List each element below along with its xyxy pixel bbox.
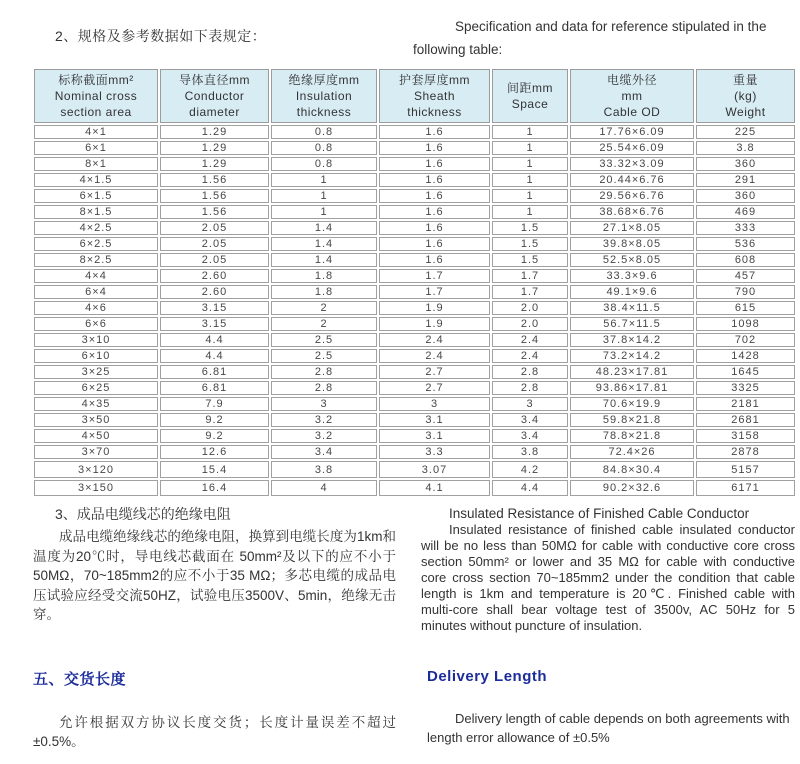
spec-table-row: [34, 253, 795, 267]
spec-table-cell: 1.4: [271, 221, 377, 235]
spec-table-cell: 1: [271, 205, 377, 219]
spec-table-cell: 93.86×17.81: [570, 381, 694, 395]
spec-table-row: [34, 301, 795, 315]
spec-table-cell: 9.2: [160, 413, 269, 427]
spec-column-header: 重量 (kg) Weight: [696, 69, 795, 123]
spec-table-cell: 1: [492, 141, 568, 155]
spec-table-cell: 1.29: [160, 141, 269, 155]
spec-table-cell: 1645: [696, 365, 795, 379]
spec-table-cell: 8×1: [34, 157, 158, 171]
spec-table-cell: 90.2×32.6: [570, 480, 694, 496]
spec-table-cell: 17.76×6.09: [570, 125, 694, 139]
spec-table-cell: 2.4: [492, 349, 568, 363]
spec-table-cell: 1.29: [160, 125, 269, 139]
section-3-en: [421, 506, 795, 634]
spec-table-cell: 1.8: [271, 285, 377, 299]
spec-table-cell: 4.2: [492, 461, 568, 478]
spec-table-cell: 6×1: [34, 141, 158, 155]
spec-table-row: [34, 221, 795, 235]
spec-table-cell: 4.1: [379, 480, 490, 496]
spec-table-cell: 29.56×6.76: [570, 189, 694, 203]
spec-table-cell: 27.1×8.05: [570, 221, 694, 235]
spec-table-cell: 72.4×26: [570, 445, 694, 459]
spec-table-cell: 1.8: [271, 269, 377, 283]
spec-table-cell: 7.9: [160, 397, 269, 411]
spec-table-cell: 3×25: [34, 365, 158, 379]
spec-table-row: [34, 429, 795, 443]
spec-table-cell: 457: [696, 269, 795, 283]
spec-table-cell: 2.5: [271, 349, 377, 363]
spec-table-cell: 3.15: [160, 317, 269, 331]
spec-table-cell: 1.5: [492, 253, 568, 267]
spec-table-cell: 3×10: [34, 333, 158, 347]
spec-table-row: [34, 413, 795, 427]
spec-table-cell: 1: [271, 189, 377, 203]
spec-table-header-row: [34, 69, 795, 123]
spec-table-cell: 0.8: [271, 125, 377, 139]
spec-table-cell: 2.7: [379, 365, 490, 379]
spec-table-cell: 3×50: [34, 413, 158, 427]
spec-table-cell: 1428: [696, 349, 795, 363]
spec-table-cell: 360: [696, 157, 795, 171]
section-5-heading-zh: 五、交货长度: [33, 671, 127, 688]
spec-table-cell: 2: [271, 317, 377, 331]
spec-table-cell: 2.5: [271, 333, 377, 347]
spec-table-body: [34, 125, 795, 496]
spec-table-cell: 6×6: [34, 317, 158, 331]
spec-table-cell: 4.4: [160, 349, 269, 363]
spec-table-row: [34, 365, 795, 379]
spec-table-cell: 6.81: [160, 365, 269, 379]
spec-table-cell: 1.6: [379, 125, 490, 139]
spec-table-cell: 4×6: [34, 301, 158, 315]
spec-table-row: [34, 189, 795, 203]
spec-table-cell: 1098: [696, 317, 795, 331]
spec-table-cell: 1: [492, 157, 568, 171]
spec-table-cell: 1.6: [379, 237, 490, 251]
spec-table-cell: 1.6: [379, 141, 490, 155]
spec-table-cell: 4×4: [34, 269, 158, 283]
spec-table-cell: 3.4: [271, 445, 377, 459]
spec-table-cell: 360: [696, 189, 795, 203]
spec-table-cell: 3.15: [160, 301, 269, 315]
section-5-body-en: Delivery length of cable depends on both agreements with length error allowance of ±0.5%: [427, 711, 790, 745]
section-3-body-en: Insulated resistance of finished cable insulated conductor will be no less than 50MΩ for cable with conductive core cross section 50mm² or lower and 35 MΩ for cable with conductive core cross section 70~185mm2 under the condition that cable length is 1km and temperature is 20℃. Finished cable with multi-core shall bear voltage test of 3500v, AC 50Hz for 5 minutes without puncture of insulation.: [421, 522, 795, 633]
spec-table-row: [34, 205, 795, 219]
spec-table-cell: 2.60: [160, 285, 269, 299]
spec-table-cell: 2681: [696, 413, 795, 427]
spec-table-cell: 1: [492, 205, 568, 219]
spec-table-cell: 3.1: [379, 413, 490, 427]
spec-table-cell: 3: [379, 397, 490, 411]
spec-table-cell: 4.4: [492, 480, 568, 496]
spec-table-cell: 0.8: [271, 141, 377, 155]
section-5-body-zh: 允许根据双方协议长度交货；长度计量误差不超过±0.5%。: [33, 715, 396, 749]
spec-table-cell: 38.68×6.76: [570, 205, 694, 219]
spec-table-cell: 15.4: [160, 461, 269, 478]
spec-table-cell: 3×150: [34, 480, 158, 496]
spec-table-cell: 1.7: [492, 285, 568, 299]
spec-table-cell: 1.6: [379, 205, 490, 219]
spec-table-row: [34, 480, 795, 496]
spec-table-row: [34, 397, 795, 411]
section-3-title-zh: 3、成品电缆线芯的绝缘电阻: [55, 506, 231, 522]
spec-column-header: 导体直径mm Conductor diameter: [160, 69, 269, 123]
spec-table-row: [34, 141, 795, 155]
section-2-intro-zh: 2、规格及参考数据如下表规定：: [55, 28, 267, 44]
spec-table-cell: 2.8: [271, 381, 377, 395]
spec-column-header: 间距mm Space: [492, 69, 568, 123]
spec-table-cell: 6×4: [34, 285, 158, 299]
spec-table-cell: 225: [696, 125, 795, 139]
spec-table-row: [34, 173, 795, 187]
spec-table-cell: 2.8: [492, 365, 568, 379]
spec-table-cell: 4: [271, 480, 377, 496]
spec-table-cell: 2.4: [379, 349, 490, 363]
spec-table-cell: 3.8: [271, 461, 377, 478]
spec-table-row: [34, 381, 795, 395]
spec-table-cell: 3.4: [492, 429, 568, 443]
spec-table-cell: 1: [271, 173, 377, 187]
spec-table-cell: 6.81: [160, 381, 269, 395]
spec-table-cell: 1.7: [379, 285, 490, 299]
spec-table-cell: 1.6: [379, 157, 490, 171]
spec-table-cell: 3.2: [271, 429, 377, 443]
spec-table-cell: 3325: [696, 381, 795, 395]
spec-table-cell: 3.3: [379, 445, 490, 459]
spec-table-cell: 3158: [696, 429, 795, 443]
spec-table-cell: 2878: [696, 445, 795, 459]
spec-table-cell: 2181: [696, 397, 795, 411]
spec-table-cell: 291: [696, 173, 795, 187]
spec-table-cell: 615: [696, 301, 795, 315]
spec-table-cell: 39.8×8.05: [570, 237, 694, 251]
section-5-heading-en: Delivery Length: [427, 668, 548, 685]
section-5-zh: [33, 668, 396, 751]
spec-table-cell: 1: [492, 173, 568, 187]
spec-table-cell: 1.6: [379, 253, 490, 267]
section-3-title-en: Insulated Resistance of Finished Cable Conductor: [449, 506, 750, 521]
spec-table-cell: 536: [696, 237, 795, 251]
spec-table-cell: 2.8: [271, 365, 377, 379]
spec-table-cell: 1.56: [160, 173, 269, 187]
spec-table-cell: 1.4: [271, 253, 377, 267]
spec-table-cell: 6×2.5: [34, 237, 158, 251]
spec-table-row: [34, 237, 795, 251]
spec-table-cell: 1.56: [160, 205, 269, 219]
spec-table-cell: 1.5: [492, 237, 568, 251]
spec-column-header: 标称截面mm² Nominal cross section area: [34, 69, 158, 123]
spec-table-row: [34, 317, 795, 331]
spec-table-cell: 8×2.5: [34, 253, 158, 267]
spec-table-cell: 2.05: [160, 221, 269, 235]
spec-table-cell: 333: [696, 221, 795, 235]
spec-table-cell: 469: [696, 205, 795, 219]
spec-table-cell: 1.6: [379, 173, 490, 187]
spec-table-cell: 33.32×3.09: [570, 157, 694, 171]
spec-table-cell: 3×120: [34, 461, 158, 478]
spec-table-cell: 3.1: [379, 429, 490, 443]
spec-table-row: [34, 333, 795, 347]
spec-table-cell: 2.8: [492, 381, 568, 395]
spec-table-cell: 70.6×19.9: [570, 397, 694, 411]
spec-table-cell: 3.8: [696, 141, 795, 155]
spec-table-cell: 1.4: [271, 237, 377, 251]
spec-table-cell: 6×25: [34, 381, 158, 395]
spec-table-cell: 2.0: [492, 317, 568, 331]
spec-table-cell: 1.7: [492, 269, 568, 283]
spec-table-cell: 1.7: [379, 269, 490, 283]
spec-table-cell: 6×10: [34, 349, 158, 363]
spec-table-cell: 1.6: [379, 189, 490, 203]
spec-table-cell: 2: [271, 301, 377, 315]
spec-table-cell: 6×1.5: [34, 189, 158, 203]
spec-table-cell: 1.5: [492, 221, 568, 235]
spec-table-cell: 1.9: [379, 301, 490, 315]
spec-table-row: [34, 269, 795, 283]
spec-table-cell: 49.1×9.6: [570, 285, 694, 299]
spec-table-row: [34, 125, 795, 139]
spec-table-cell: 4×35: [34, 397, 158, 411]
spec-table-cell: 1.29: [160, 157, 269, 171]
spec-table-cell: 2.0: [492, 301, 568, 315]
spec-table-cell: 16.4: [160, 480, 269, 496]
section-3-body-zh: 成品电缆绝缘线芯的绝缘电阻，换算到电缆长度为1km和温度为20℃时，导电线芯截面在 50mm²及以下的应不小于50MΩ，70~185mm2的应不小于35 MΩ；多芯电缆的成品电压试验应经受交流50HZ，试验电压3500V、5min，绝缘无击穿。: [33, 529, 396, 622]
spec-table-cell: 4.4: [160, 333, 269, 347]
spec-column-header: 电缆外径 mm Cable OD: [570, 69, 694, 123]
spec-table-cell: 2.4: [492, 333, 568, 347]
spec-table-cell: 5157: [696, 461, 795, 478]
spec-table-cell: 56.7×11.5: [570, 317, 694, 331]
spec-table-cell: 2.7: [379, 381, 490, 395]
spec-table-cell: 3.2: [271, 413, 377, 427]
spec-table-cell: 2.60: [160, 269, 269, 283]
spec-table-cell: 3: [271, 397, 377, 411]
spec-table-cell: 4×1: [34, 125, 158, 139]
spec-table-cell: 33.3×9.6: [570, 269, 694, 283]
spec-table-cell: 37.8×14.2: [570, 333, 694, 347]
section-2-intro-en: Specification and data for reference stipulated in the following table:: [413, 19, 767, 57]
spec-table-cell: 3.8: [492, 445, 568, 459]
spec-table-row: [34, 349, 795, 363]
spec-table-cell: 20.44×6.76: [570, 173, 694, 187]
spec-table-row: [34, 157, 795, 171]
spec-table-cell: 4×1.5: [34, 173, 158, 187]
spec-table-cell: 3×70: [34, 445, 158, 459]
spec-table-cell: 3: [492, 397, 568, 411]
spec-table-cell: 702: [696, 333, 795, 347]
spec-table-cell: 790: [696, 285, 795, 299]
spec-table-cell: 1: [492, 189, 568, 203]
spec-column-header: 绝缘厚度mm Insulation thickness: [271, 69, 377, 123]
spec-table-cell: 1.56: [160, 189, 269, 203]
specification-table: [32, 67, 797, 498]
section-5-en: [427, 668, 797, 747]
spec-table-head: [34, 69, 795, 123]
spec-table-cell: 52.5×8.05: [570, 253, 694, 267]
spec-table-cell: 1.6: [379, 221, 490, 235]
spec-table-cell: 9.2: [160, 429, 269, 443]
spec-table-cell: 2.05: [160, 237, 269, 251]
spec-table-cell: 48.23×17.81: [570, 365, 694, 379]
spec-table-cell: 1: [492, 125, 568, 139]
spec-table-cell: 6171: [696, 480, 795, 496]
spec-table-row: [34, 445, 795, 459]
spec-table-cell: 2.4: [379, 333, 490, 347]
spec-table-cell: 3.4: [492, 413, 568, 427]
spec-table-cell: 38.4×11.5: [570, 301, 694, 315]
spec-table-row: [34, 461, 795, 478]
spec-table-cell: 84.8×30.4: [570, 461, 694, 478]
spec-table-cell: 4×2.5: [34, 221, 158, 235]
spec-table-row: [34, 285, 795, 299]
spec-column-header: 护套厚度mm Sheath thickness: [379, 69, 490, 123]
spec-table-cell: 4×50: [34, 429, 158, 443]
spec-table-cell: 12.6: [160, 445, 269, 459]
spec-table-cell: 3.07: [379, 461, 490, 478]
spec-table-cell: 59.8×21.8: [570, 413, 694, 427]
spec-table-cell: 78.8×21.8: [570, 429, 694, 443]
spec-table-cell: 25.54×6.09: [570, 141, 694, 155]
section-3-zh: [33, 504, 396, 625]
spec-table-cell: 1.9: [379, 317, 490, 331]
spec-table-cell: 8×1.5: [34, 205, 158, 219]
spec-table-cell: 608: [696, 253, 795, 267]
spec-table-cell: 0.8: [271, 157, 377, 171]
spec-table-cell: 73.2×14.2: [570, 349, 694, 363]
spec-table-cell: 2.05: [160, 253, 269, 267]
